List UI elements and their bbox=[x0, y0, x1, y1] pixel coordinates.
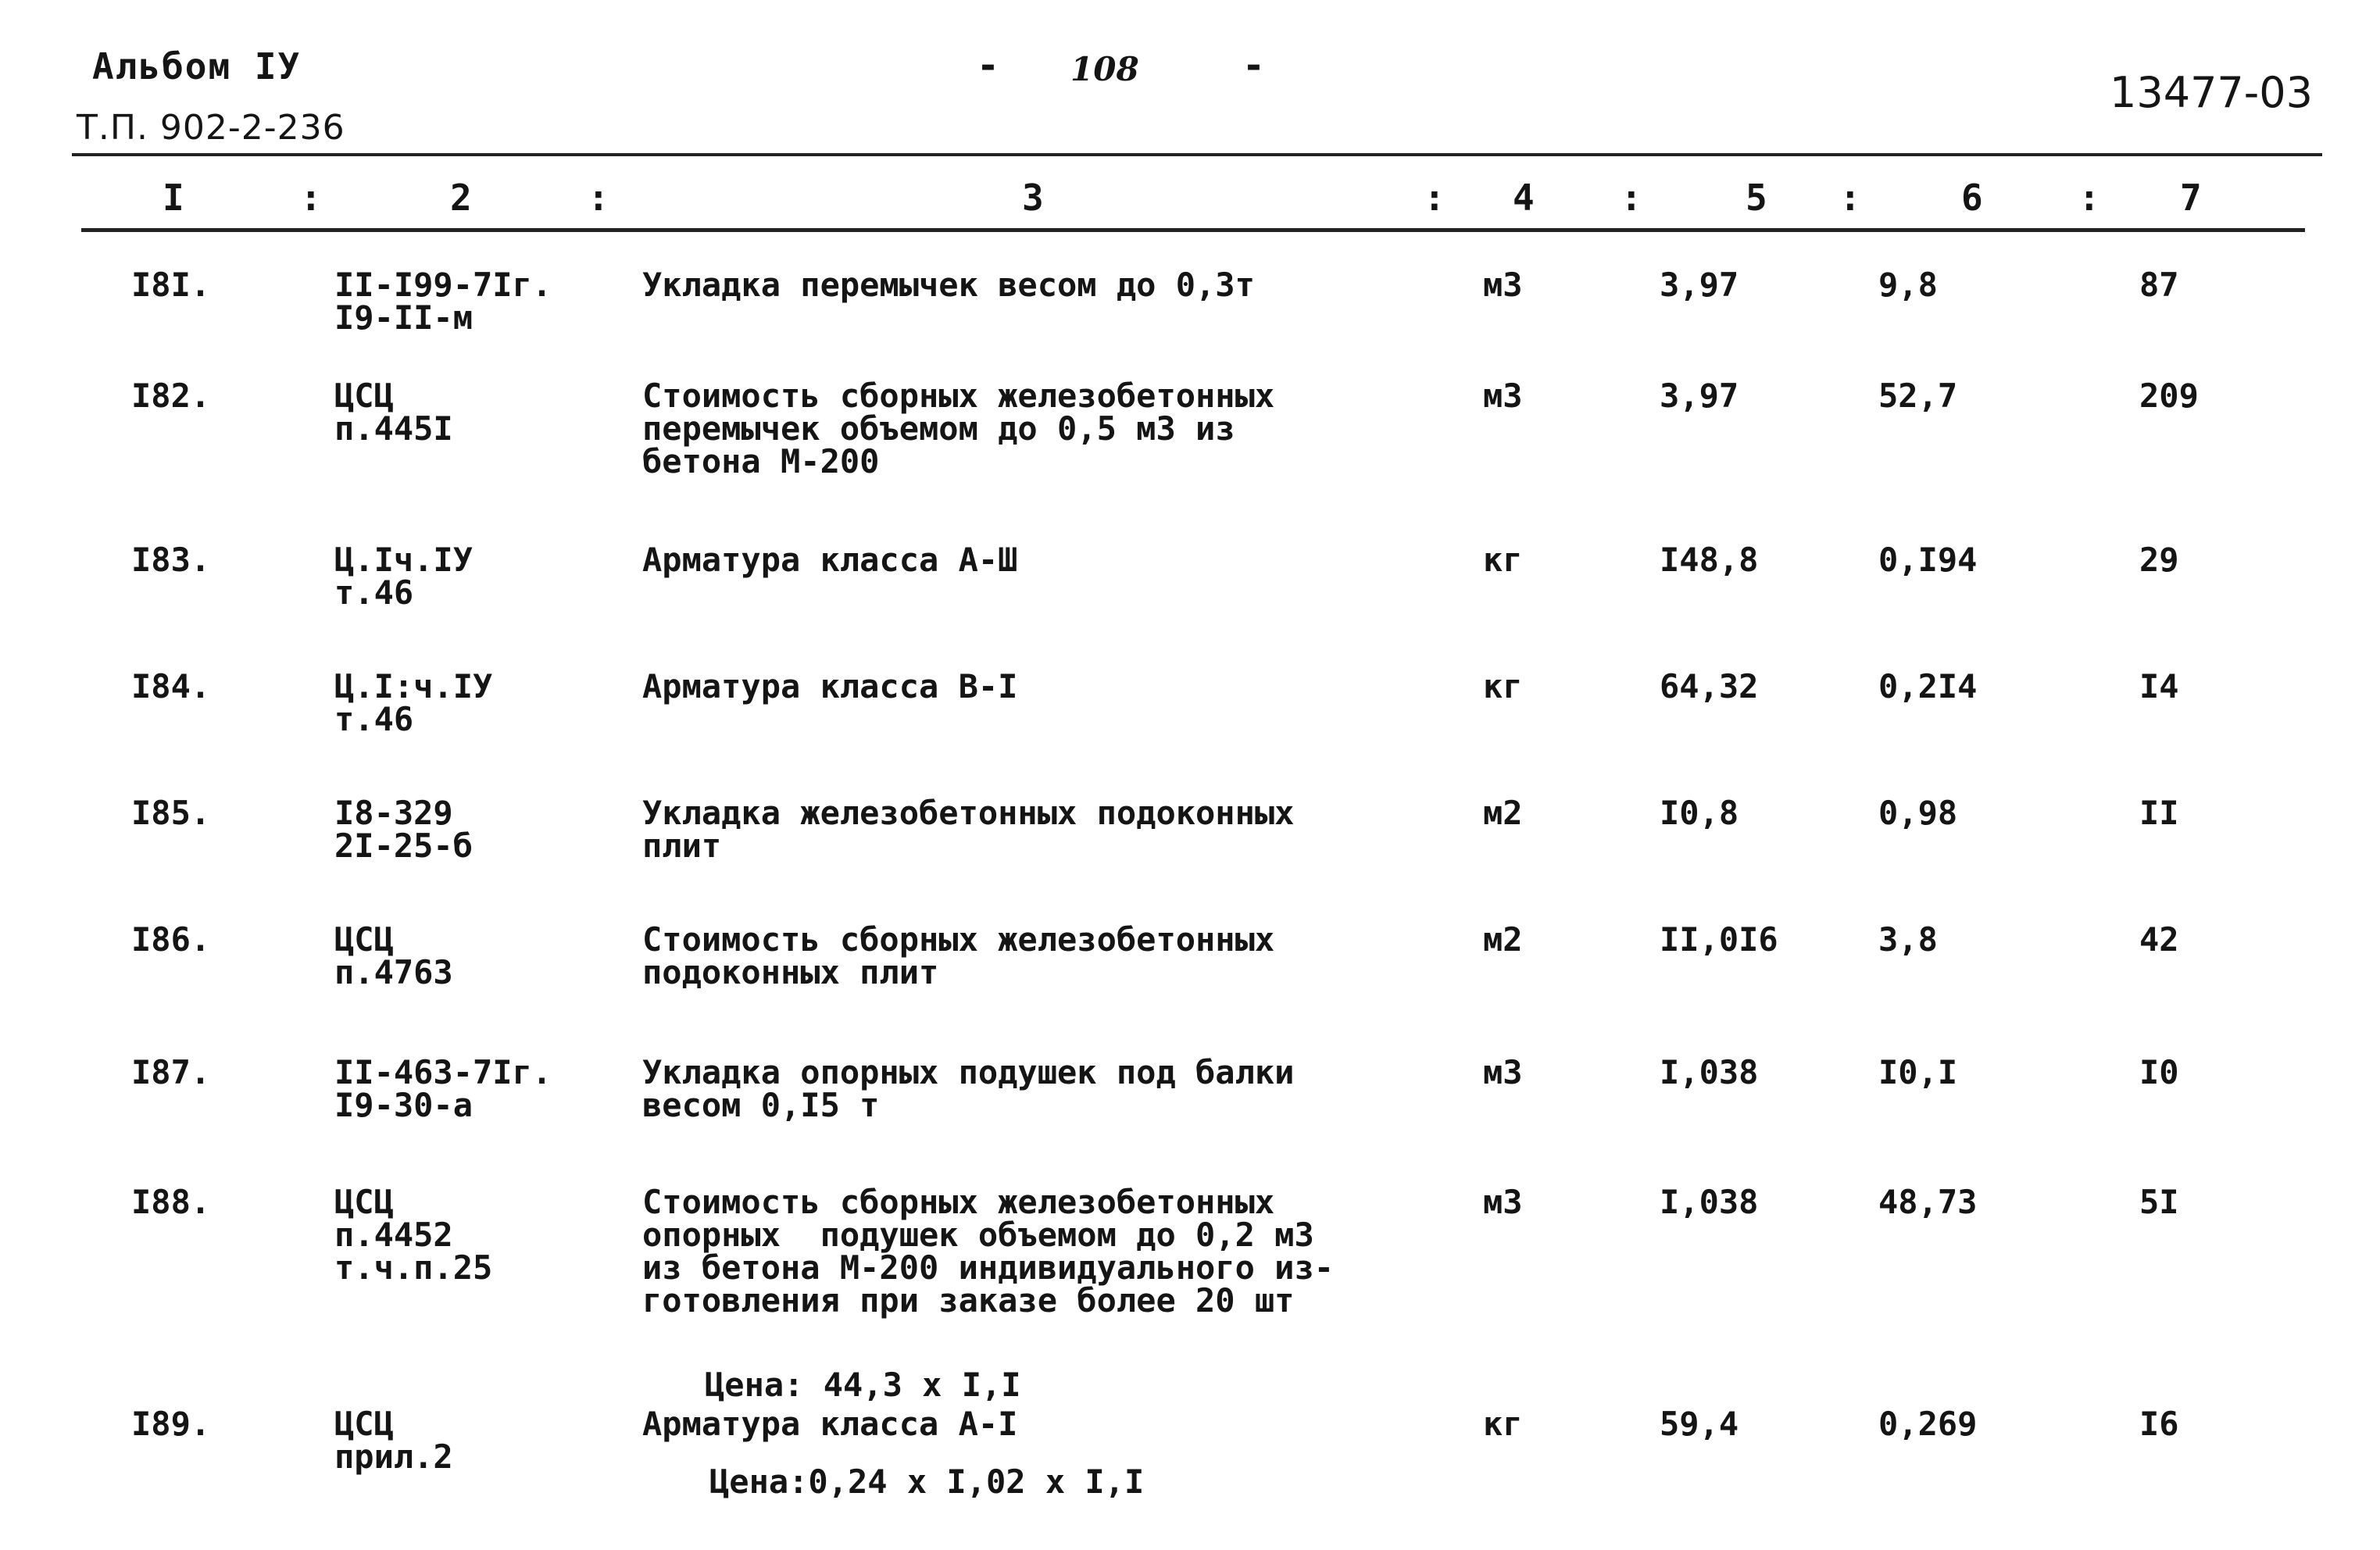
row-total: I6 bbox=[2139, 1405, 2179, 1443]
row-code: II-463-7Iг. I9-30-а bbox=[334, 1053, 552, 1124]
column-header-row bbox=[0, 177, 2380, 223]
album-label: Альбом IУ bbox=[92, 45, 302, 88]
row-unit-price: 0,98 bbox=[1878, 794, 1958, 832]
row-unit-price: 0,2I4 bbox=[1878, 667, 1978, 705]
row-description: Стоимость сборных железобетонных опорных подушек объемом до 0,2 м3 из бетона М-200 индивидуального из- готовления при заказе более 20 шт bbox=[642, 1183, 1335, 1320]
row-code: Ц.Iч.IУ т.46 bbox=[334, 541, 473, 612]
row-unit: м2 bbox=[1483, 920, 1523, 959]
column-header-4: 4 bbox=[1513, 177, 1535, 219]
row-description: Арматура класса А-Ш bbox=[642, 541, 1018, 579]
row-number: I87. bbox=[131, 1053, 211, 1091]
row-unit-price: I0,I bbox=[1878, 1053, 1958, 1091]
row-unit-price: 0,I94 bbox=[1878, 541, 1978, 579]
column-separator-3: : bbox=[1424, 177, 1446, 219]
column-header-2: 2 bbox=[450, 177, 472, 219]
row-number: I88. bbox=[131, 1183, 211, 1221]
column-separator-1: : bbox=[300, 177, 322, 219]
page-dash-right: - bbox=[1242, 44, 1265, 88]
row-unit-price: 48,73 bbox=[1878, 1183, 1978, 1221]
price-note: Цена:0,24 х I,02 х I,I bbox=[709, 1462, 1145, 1501]
row-total: I4 bbox=[2139, 667, 2179, 705]
row-unit-price: 9,8 bbox=[1878, 266, 1938, 304]
column-header-5: 5 bbox=[1746, 177, 1767, 219]
row-unit: м3 bbox=[1483, 1183, 1523, 1221]
column-header-7: 7 bbox=[2180, 177, 2202, 219]
column-separator-4: : bbox=[1621, 177, 1642, 219]
row-description: Стоимость сборных железобетонных перемычек объемом до 0,5 м3 из бетона М-200 bbox=[642, 377, 1275, 480]
row-quantity: 3,97 bbox=[1660, 266, 1739, 304]
column-separator-5: : bbox=[1839, 177, 1861, 219]
row-quantity: I48,8 bbox=[1660, 541, 1759, 579]
row-total: II bbox=[2139, 794, 2179, 832]
column-header-6: 6 bbox=[1961, 177, 1983, 219]
row-quantity: 64,32 bbox=[1660, 667, 1759, 705]
row-number: I85. bbox=[131, 794, 211, 832]
row-number: I86. bbox=[131, 920, 211, 959]
row-unit: кг bbox=[1483, 667, 1523, 705]
row-quantity: I0,8 bbox=[1660, 794, 1739, 832]
price-note: Цена: 44,3 х I,I bbox=[705, 1366, 1021, 1404]
column-header-1: I bbox=[163, 177, 184, 219]
row-quantity: II,0I6 bbox=[1660, 920, 1778, 959]
row-code: II-I99-7Iг. I9-II-м bbox=[334, 266, 552, 337]
row-description: Стоимость сборных железобетонных подоконных плит bbox=[642, 920, 1275, 991]
row-unit: м2 bbox=[1483, 794, 1523, 832]
row-total: 42 bbox=[2139, 920, 2179, 959]
row-quantity: I,038 bbox=[1660, 1183, 1759, 1221]
page-dash-left: - bbox=[977, 44, 999, 88]
row-unit: кг bbox=[1483, 1405, 1523, 1443]
project-code: Т.П. 902-2-236 bbox=[77, 108, 345, 148]
row-number: I89. bbox=[131, 1405, 211, 1443]
column-separator-2: : bbox=[588, 177, 609, 219]
row-unit-price: 52,7 bbox=[1878, 377, 1958, 415]
row-code: ЦСЦ прил.2 bbox=[334, 1405, 453, 1476]
row-code: ЦСЦ п.4452 т.ч.п.25 bbox=[334, 1183, 493, 1287]
row-number: I82. bbox=[131, 377, 211, 415]
column-header-underline bbox=[81, 228, 2305, 232]
row-quantity: 59,4 bbox=[1660, 1405, 1739, 1443]
row-quantity: 3,97 bbox=[1660, 377, 1739, 415]
row-number: I84. bbox=[131, 667, 211, 705]
row-total: 5I bbox=[2139, 1183, 2179, 1221]
row-unit: м3 bbox=[1483, 377, 1523, 415]
row-code: ЦСЦ п.445I bbox=[334, 377, 453, 448]
row-number: I83. bbox=[131, 541, 211, 579]
document-number: 13477-03 bbox=[2110, 68, 2313, 117]
row-description: Арматура класса В-I bbox=[642, 667, 1018, 705]
column-separator-6: : bbox=[2078, 177, 2100, 219]
header-underline bbox=[72, 153, 2322, 156]
row-unit-price: 3,8 bbox=[1878, 920, 1938, 959]
row-code: Ц.I:ч.IУ т.46 bbox=[334, 667, 493, 738]
page-number: 108 bbox=[1070, 50, 1139, 88]
row-unit-price: 0,269 bbox=[1878, 1405, 1978, 1443]
row-unit: м3 bbox=[1483, 1053, 1523, 1091]
row-code: ЦСЦ п.4763 bbox=[334, 920, 453, 991]
row-total: I0 bbox=[2139, 1053, 2179, 1091]
row-description: Арматура класса А-I bbox=[642, 1405, 1018, 1443]
column-header-3: 3 bbox=[1022, 177, 1044, 219]
row-description: Укладка железобетонных подоконных плит bbox=[642, 794, 1295, 865]
row-total: 87 bbox=[2139, 266, 2179, 304]
row-total: 29 bbox=[2139, 541, 2179, 579]
row-description: Укладка опорных подушек под балки весом 0,I5 т bbox=[642, 1053, 1295, 1124]
row-number: I8I. bbox=[131, 266, 211, 304]
row-unit: кг bbox=[1483, 541, 1523, 579]
row-quantity: I,038 bbox=[1660, 1053, 1759, 1091]
row-total: 209 bbox=[2139, 377, 2199, 415]
row-description: Укладка перемычек весом до 0,3т bbox=[642, 266, 1255, 304]
row-code: I8-329 2I-25-б bbox=[334, 794, 473, 865]
row-unit: м3 bbox=[1483, 266, 1523, 304]
